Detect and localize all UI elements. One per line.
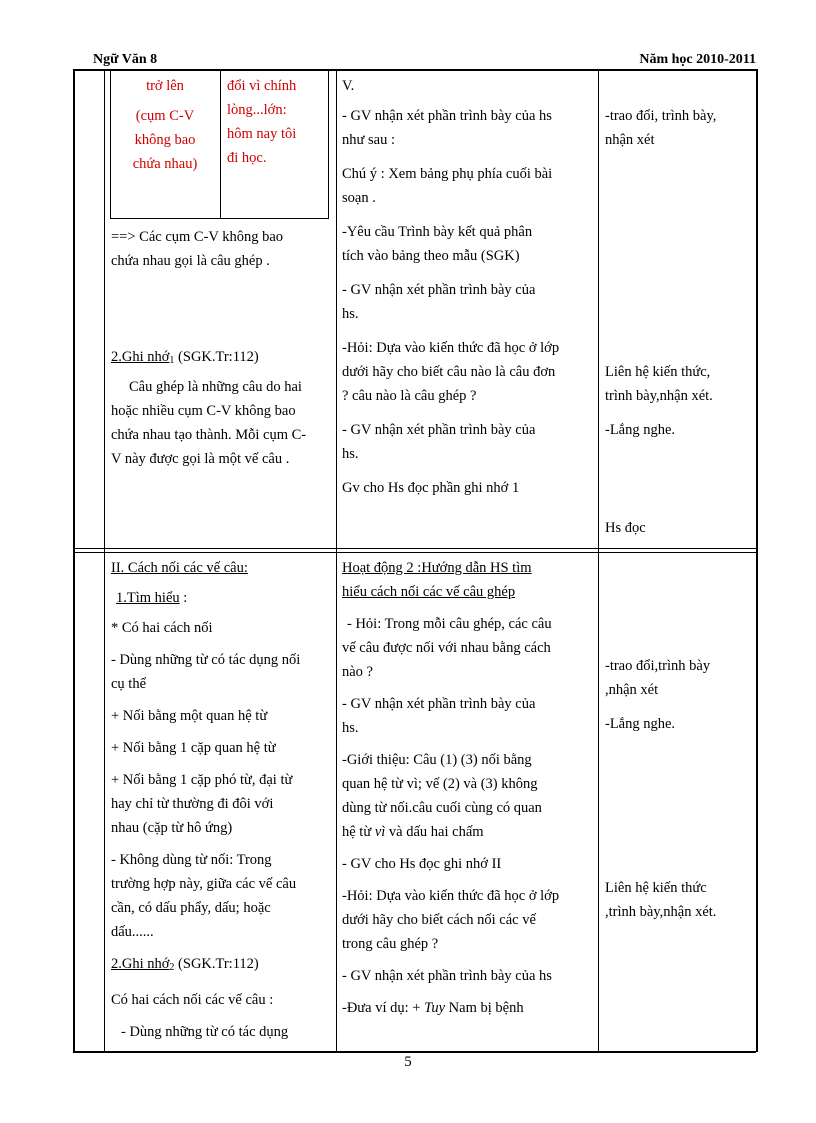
teacher-line: ? câu nào là câu ghép ? <box>342 388 477 404</box>
content-line: + Nối bằng 1 cặp phó từ, đại từ <box>111 772 293 788</box>
note-1-body: V này được gọi là một vế câu . <box>111 451 290 467</box>
student-line: Hs đọc <box>605 520 646 536</box>
content-line: cụ thể <box>111 676 147 692</box>
inner-right-line: hôm nay tôi <box>227 126 297 142</box>
teacher-line: quan hệ từ vì; vế (2) và (3) không <box>342 776 538 792</box>
note-1-body: hoặc nhiều cụm C-V không bao <box>111 403 296 419</box>
student-line: ,trình bày,nhận xét. <box>605 904 717 920</box>
row2-content-cell <box>111 556 333 1044</box>
sub-heading-line <box>111 586 333 610</box>
teacher-line: - GV nhận xét phần trình bày của <box>342 282 536 298</box>
row-divider-top <box>73 548 756 549</box>
student-line: -trao đổi, trình bày, <box>605 108 717 124</box>
teacher-line: dưới hãy cho biết câu nào là câu đơn <box>342 364 556 380</box>
header-school-year: Năm học 2010-2011 <box>639 52 756 67</box>
activity-heading: hiểu cách nối các vế câu ghép <box>342 584 516 600</box>
teacher-line-with-italic <box>342 820 596 844</box>
table-bottom-border <box>73 1051 756 1053</box>
content-line: + Nối bằng một quan hệ từ <box>111 708 268 724</box>
inner-left-line: trở lên <box>146 78 184 94</box>
inner-left-line: chứa nhau) <box>132 156 198 172</box>
sub-heading-suffix: : <box>179 590 188 606</box>
col-divider-3 <box>598 69 599 1052</box>
teacher-line: dùng từ nối.câu cuối cùng có quan <box>342 800 542 816</box>
conclusion-line: chứa nhau gọi là câu ghép . <box>111 253 270 269</box>
inner-left-cell <box>111 74 219 176</box>
row2-student-cell-2 <box>605 876 753 924</box>
student-line: -Lắng nghe. <box>605 422 676 438</box>
student-line: -Lắng nghe. <box>605 716 676 732</box>
teacher-line: - GV cho Hs đọc ghi nhớ II <box>342 856 502 872</box>
italic-word: Tuy <box>424 1000 446 1016</box>
teacher-line: -Hỏi: Dựa vào kiến thức đã học ở lớp <box>342 340 560 356</box>
student-line: ,nhận xét <box>605 682 659 698</box>
row1-content-cell <box>111 225 333 471</box>
teacher-text: Nam bị bệnh <box>445 1000 524 1016</box>
activity-heading: Hoạt động 2 :Hướng dẫn HS tìm <box>342 560 532 576</box>
student-line: Liên hệ kiến thức, <box>605 364 711 380</box>
row-divider-bottom <box>73 552 756 553</box>
note-2-heading <box>111 952 333 980</box>
note-2-ref: (SGK.Tr:112) <box>174 956 259 972</box>
inner-right-line: đổi vì chính <box>227 78 297 94</box>
teacher-line: hs. <box>342 306 359 322</box>
inner-left-line: (cụm C-V <box>135 108 195 124</box>
teacher-line: dưới hãy cho biết cách nối các vế <box>342 912 536 928</box>
teacher-line: hs. <box>342 446 359 462</box>
teacher-text: và dấu hai chấm <box>385 824 484 840</box>
content-line: - Dùng những từ có tác dụng nối <box>111 652 301 668</box>
teacher-line: - GV nhận xét phần trình bày của <box>342 696 536 712</box>
teacher-line: hs. <box>342 720 359 736</box>
note-2-line: Có hai cách nối các vế câu : <box>111 992 274 1008</box>
col-divider-1 <box>104 69 105 1052</box>
teacher-line-with-italic <box>342 996 596 1020</box>
teacher-line: như sau : <box>342 132 395 148</box>
teacher-line: trong câu ghép ? <box>342 936 439 952</box>
row1-teacher-cell <box>342 74 596 500</box>
inner-analysis-table <box>110 70 329 219</box>
inner-right-cell <box>227 74 327 170</box>
content-line: * Có hai cách nối <box>111 620 213 636</box>
note-1-heading <box>111 345 333 373</box>
teacher-line: tích vào bảng theo mẫu (SGK) <box>342 248 520 264</box>
teacher-line: - Hỏi: Trong mỗi câu ghép, các câu <box>347 616 552 632</box>
content-line: - Không dùng từ nối: Trong <box>111 852 272 868</box>
section-2-heading: II. Cách nối các vế câu: <box>111 560 248 576</box>
teacher-line: soạn . <box>342 190 376 206</box>
student-line: nhận xét <box>605 132 655 148</box>
row1-student-cell-2 <box>605 360 753 442</box>
note-2-sub: 2 <box>169 962 175 973</box>
teacher-line: - GV nhận xét phần trình bày của <box>342 422 536 438</box>
inner-left-line: không bao <box>134 132 196 148</box>
content-line: hay chỉ từ thường đi đôi với <box>111 796 274 812</box>
page-number: 5 <box>404 1054 412 1070</box>
content-line: nhau (cặp từ hô ứng) <box>111 820 233 836</box>
content-line: dấu...... <box>111 924 154 940</box>
header-subject: Ngữ Văn 8 <box>93 52 158 67</box>
row2-student-cell <box>605 654 753 736</box>
teacher-line: nào ? <box>342 664 373 680</box>
teacher-line: - GV nhận xét phần trình bày của hs <box>342 968 552 984</box>
sub-heading: 1.Tìm hiểu <box>116 590 180 606</box>
note-1-sub: 1 <box>169 355 175 366</box>
teacher-line: vế câu được nối với nhau bằng cách <box>342 640 551 656</box>
teacher-line: Gv cho Hs đọc phần ghi nhớ 1 <box>342 480 520 496</box>
inner-right-line: lòng...lớn: <box>227 102 287 118</box>
teacher-line: -Yêu cầu Trình bày kết quả phân <box>342 224 533 240</box>
note-1-title: 2.Ghi nhớ <box>111 349 170 365</box>
note-2-title: 2.Ghi nhớ <box>111 956 170 972</box>
note-2-line: - Dùng những từ có tác dụng <box>121 1024 289 1040</box>
teacher-text: -Đưa ví dụ: + <box>342 1000 425 1016</box>
table-left-border <box>73 69 75 1052</box>
row2-teacher-cell <box>342 556 596 1020</box>
col-divider-2 <box>336 69 337 1052</box>
student-line: Liên hệ kiến thức <box>605 880 707 896</box>
student-line: trình bày,nhận xét. <box>605 388 713 404</box>
teacher-text: hệ từ <box>342 824 375 840</box>
student-line: -trao đổi,trình bày <box>605 658 711 674</box>
content-line: cần, có dấu phẩy, dấu; hoặc <box>111 900 271 916</box>
inner-right-line: đi học. <box>227 150 267 166</box>
teacher-line: V. <box>342 78 355 94</box>
inner-table-divider <box>220 70 221 218</box>
teacher-line: - GV nhận xét phần trình bày của hs <box>342 108 552 124</box>
table-right-border <box>756 69 758 1052</box>
content-line: trường hợp này, giữa các vế câu <box>111 876 297 892</box>
teacher-line: Chú ý : Xem bảng phụ phía cuối bài <box>342 166 553 182</box>
note-1-body: chứa nhau tạo thành. Mỗi cụm C- <box>111 427 307 443</box>
note-1-body: Câu ghép là những câu do hai <box>129 379 302 395</box>
italic-word: vì <box>374 824 386 840</box>
teacher-line: -Giới thiệu: Câu (1) (3) nối bằng <box>342 752 532 768</box>
row1-student-cell <box>605 104 753 152</box>
row1-student-cell-3 <box>605 516 753 540</box>
content-line: + Nối bằng 1 cặp quan hệ từ <box>111 740 276 756</box>
teacher-line: -Hỏi: Dựa vào kiến thức đã học ở lớp <box>342 888 560 904</box>
note-1-ref: (SGK.Tr:112) <box>174 349 259 365</box>
conclusion-line: ==> Các cụm C-V không bao <box>111 229 284 245</box>
